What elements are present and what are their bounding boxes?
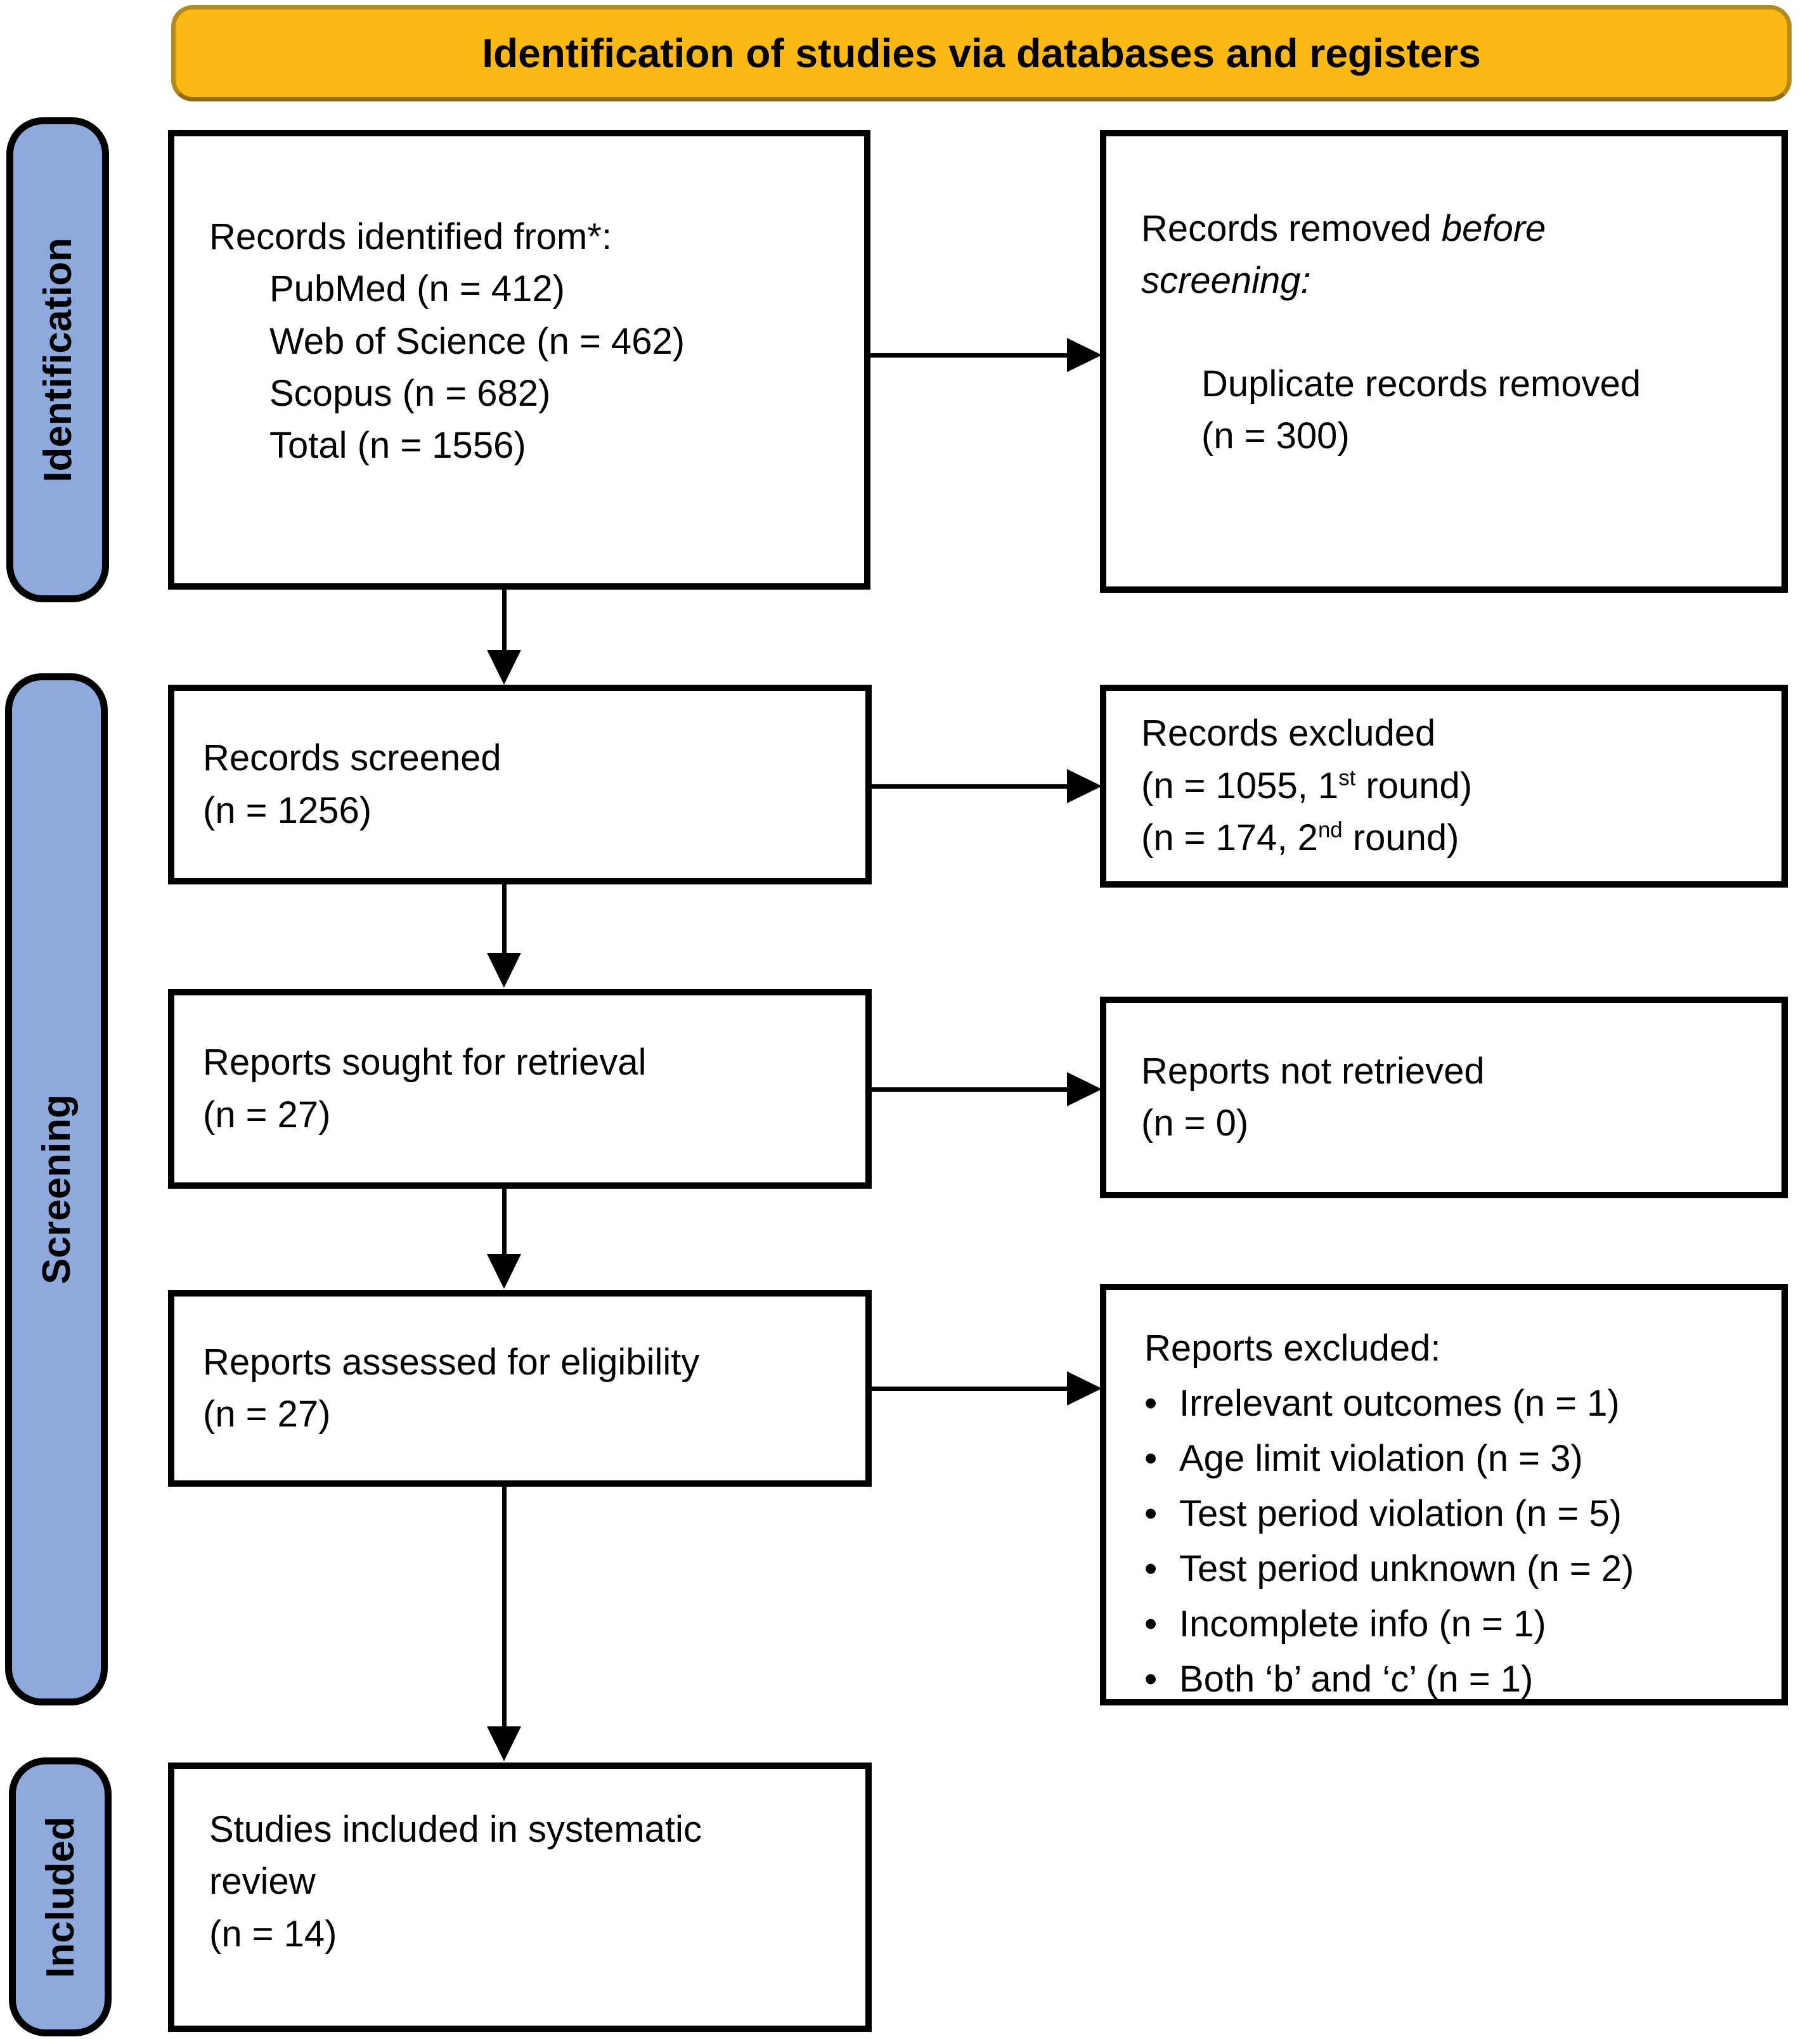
arrow-sought-to-assessed-stem	[502, 1189, 507, 1257]
arrow-screened-to-sought-stem	[502, 884, 507, 955]
reports-excluded-reason: Test period unknown (n = 2)	[1179, 1548, 1634, 1589]
records-excluded-round1-sup: st	[1338, 765, 1356, 791]
reports-excluded-bullet-row	[1144, 1431, 1762, 1486]
records-identified-item: Total (n = 1556)	[269, 425, 526, 467]
reports-not-retrieved-line1: Reports not retrieved	[1141, 1050, 1485, 1092]
reports-excluded-bullet-row	[1144, 1541, 1762, 1596]
records-removed-title-line2	[1141, 255, 1750, 307]
records-identified-title: Records identified from*:	[209, 216, 612, 257]
reports-excluded-bullet-row	[1144, 1486, 1762, 1541]
arrow-screened-to-sought-head	[487, 953, 521, 988]
studies-included-box	[168, 1763, 872, 2032]
records-excluded-title: Records excluded	[1141, 713, 1436, 754]
records-excluded-round2	[1141, 812, 1781, 864]
records-screened-line2: (n = 1256)	[203, 789, 372, 831]
stage-label-identification-text: Identification	[36, 237, 80, 482]
arrow-identified-to-screened-head	[487, 650, 521, 685]
stage-label-included-text: Included	[38, 1816, 82, 1978]
records-removed-title-italic1: before	[1441, 208, 1546, 249]
studies-included-line3: (n = 14)	[209, 1913, 337, 1955]
arrow-identified-to-screened-stem	[502, 590, 507, 654]
reports-excluded-bullet-row	[1144, 1596, 1762, 1652]
reports-assessed-line1: Reports assessed for eligibility	[203, 1341, 700, 1383]
arrow-assessed-to-excluded-head	[1067, 1371, 1102, 1406]
records-excluded-round1-pre: (n = 1055, 1	[1141, 765, 1339, 806]
reports-assessed-line2: (n = 27)	[203, 1394, 331, 1435]
bullet-icon: •	[1144, 1659, 1158, 1700]
bullet-icon: •	[1144, 1548, 1158, 1589]
arrow-assessed-to-included-stem	[502, 1487, 507, 1729]
arrow-assessed-to-excluded-stem	[872, 1387, 1070, 1391]
records-identified-box	[168, 130, 870, 590]
banner-title	[171, 5, 1792, 101]
reports-excluded-reason: Irrelevant outcomes (n = 1)	[1179, 1383, 1620, 1424]
reports-excluded-reason: Age limit violation (n = 3)	[1179, 1438, 1583, 1479]
bullet-icon: •	[1144, 1438, 1158, 1479]
reports-excluded-bullet-row	[1144, 1652, 1762, 1707]
records-excluded-box	[1100, 685, 1788, 888]
records-removed-item-line1: Duplicate records removed	[1201, 363, 1641, 404]
records-removed-box	[1100, 130, 1788, 593]
reports-sought-line1: Reports sought for retrieval	[203, 1042, 647, 1083]
stage-label-identification	[6, 117, 109, 602]
reports-not-retrieved-line2: (n = 0)	[1141, 1103, 1249, 1144]
reports-not-retrieved-box	[1100, 997, 1788, 1198]
reports-excluded-title: Reports excluded:	[1144, 1328, 1441, 1369]
records-excluded-round2-post: round)	[1342, 817, 1459, 859]
records-removed-item-line2: (n = 300)	[1201, 415, 1350, 457]
records-excluded-round2-sup: nd	[1317, 817, 1343, 843]
arrow-screened-to-excluded-head	[1067, 769, 1102, 803]
stage-label-included	[9, 1757, 112, 2036]
reports-assessed-box	[168, 1290, 872, 1487]
bullet-icon: •	[1144, 1383, 1158, 1424]
records-screened-line1: Records screened	[203, 737, 501, 779]
arrow-sought-to-assessed-head	[487, 1254, 521, 1289]
arrow-identified-to-removed-head	[1067, 338, 1102, 372]
stage-label-screening-text: Screening	[34, 1094, 79, 1284]
stage-label-screening	[5, 673, 108, 1705]
records-screened-box	[168, 685, 872, 884]
records-removed-title-italic2: screening:	[1141, 260, 1311, 302]
records-identified-item: Web of Science (n = 462)	[269, 320, 685, 362]
arrow-identified-to-removed-stem	[870, 353, 1070, 358]
reports-excluded-reason: Both ‘b’ and ‘c’ (n = 1)	[1179, 1659, 1534, 1700]
records-removed-title-regular: Records removed	[1141, 208, 1442, 249]
arrow-screened-to-excluded-stem	[872, 784, 1070, 789]
studies-included-line1: Studies included in systematic	[209, 1809, 702, 1850]
reports-excluded-reason: Incomplete info (n = 1)	[1179, 1603, 1546, 1645]
records-removed-title-line1	[1141, 203, 1750, 255]
reports-sought-box	[168, 989, 872, 1189]
reports-sought-line2: (n = 27)	[203, 1094, 331, 1135]
reports-excluded-bullet-row	[1144, 1376, 1762, 1431]
banner-title-text: Identification of studies via databases and registers	[482, 30, 1481, 76]
records-identified-item: PubMed (n = 412)	[269, 268, 565, 310]
arrow-assessed-to-included-head	[487, 1726, 521, 1761]
studies-included-line2: review	[209, 1861, 316, 1903]
arrow-sought-to-not-retrieved-head	[1067, 1072, 1102, 1106]
reports-excluded-box	[1100, 1284, 1788, 1705]
bullet-icon: •	[1144, 1603, 1158, 1645]
arrow-sought-to-not-retrieved-stem	[872, 1087, 1070, 1092]
records-excluded-round1-post: round)	[1355, 765, 1473, 806]
reports-excluded-reason: Test period violation (n = 5)	[1179, 1493, 1622, 1534]
bullet-icon: •	[1144, 1493, 1158, 1534]
records-identified-item: Scopus (n = 682)	[269, 373, 551, 415]
records-excluded-round1	[1141, 760, 1781, 812]
records-excluded-round2-pre: (n = 174, 2	[1141, 817, 1318, 859]
